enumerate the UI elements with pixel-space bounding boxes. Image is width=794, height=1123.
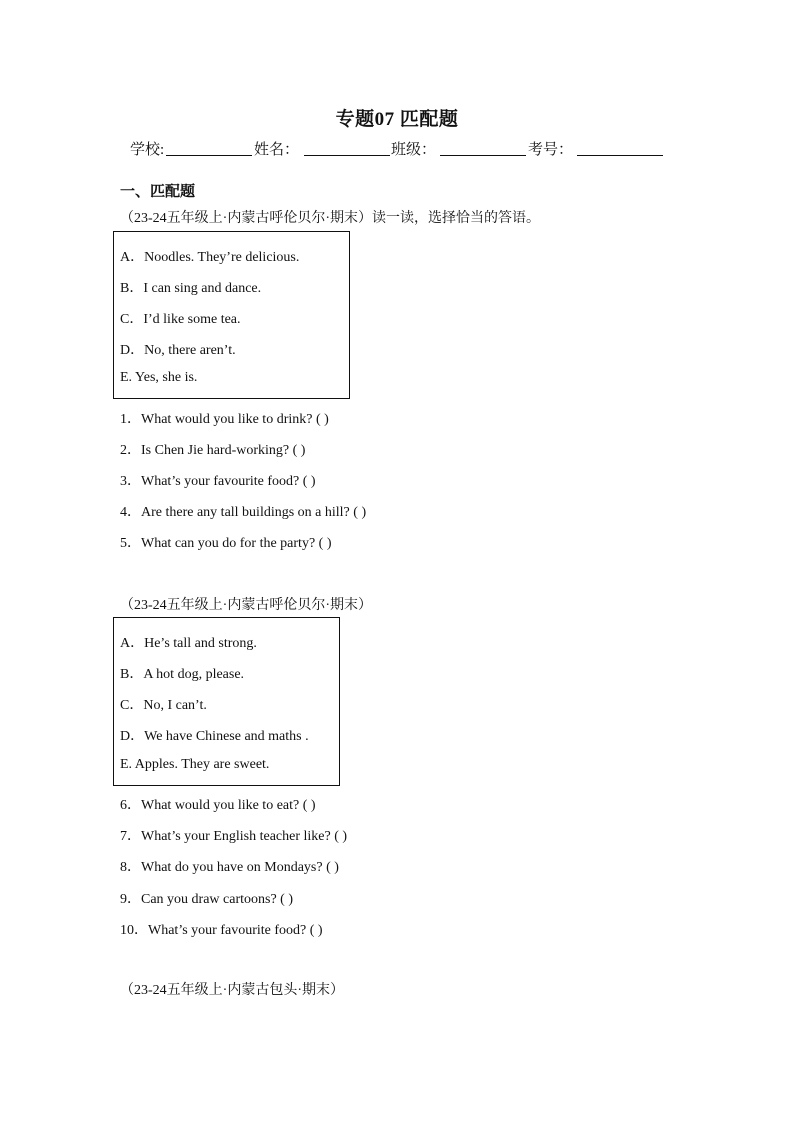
- group-3-source: （23-24五年级上·内蒙古包头·期末）: [120, 983, 344, 998]
- question-4: 4．Are there any tall buildings on a hill? ( ): [120, 505, 367, 520]
- document-title: 专题07 匹配题: [335, 109, 459, 130]
- name-label: 姓名：: [254, 142, 300, 158]
- group-1-option-a: A．Noodles. They’re delicious.: [120, 250, 300, 265]
- question-10: 10．What’s your favourite food? ( ): [120, 923, 323, 938]
- group-2-source: （23-24五年级上·内蒙古呼伦贝尔·期末）: [120, 598, 372, 613]
- question-5: 5．What can you do for the party? ( ): [120, 536, 332, 551]
- school-blank[interactable]: [166, 140, 252, 156]
- group-1-source: （23-24五年级上·内蒙古呼伦贝尔·期末）读一读，选择恰当的答语。: [120, 211, 540, 226]
- question-6: 6．What would you like to eat? ( ): [120, 798, 316, 813]
- number-label: 考号：: [528, 142, 574, 158]
- group-2-option-c: C．No, I can’t.: [120, 698, 207, 713]
- number-blank[interactable]: [577, 140, 663, 156]
- group-1-option-d: D．No, there aren’t.: [120, 343, 236, 358]
- group-1-option-e: E. Yes, she is.: [120, 370, 198, 385]
- class-label: 班级：: [391, 142, 437, 158]
- group-2-option-b: B．A hot dog, please.: [120, 667, 245, 682]
- question-3: 3．What’s your favourite food? ( ): [120, 474, 316, 489]
- name-blank[interactable]: [304, 140, 390, 156]
- group-2-option-e: E. Apples. They are sweet.: [120, 757, 270, 772]
- group-1-option-b: B．I can sing and dance.: [120, 281, 262, 296]
- group-1-option-c: C．I’d like some tea.: [120, 312, 241, 327]
- question-1: 1．What would you like to drink? ( ): [120, 412, 329, 427]
- school-label: 学校:: [130, 142, 165, 158]
- question-9: 9．Can you draw cartoons? ( ): [120, 892, 294, 907]
- group-1-options-box: [113, 231, 350, 399]
- group-2-options-box: [113, 617, 340, 786]
- section-heading: 一、匹配题: [120, 184, 196, 200]
- group-2-option-d: D．We have Chinese and maths .: [120, 729, 309, 744]
- group-2-option-a: A．He’s tall and strong.: [120, 636, 257, 651]
- question-8: 8．What do you have on Mondays? ( ): [120, 860, 339, 875]
- class-blank[interactable]: [440, 140, 526, 156]
- question-7: 7．What’s your English teacher like? ( ): [120, 829, 348, 844]
- question-2: 2．Is Chen Jie hard-working? ( ): [120, 443, 306, 458]
